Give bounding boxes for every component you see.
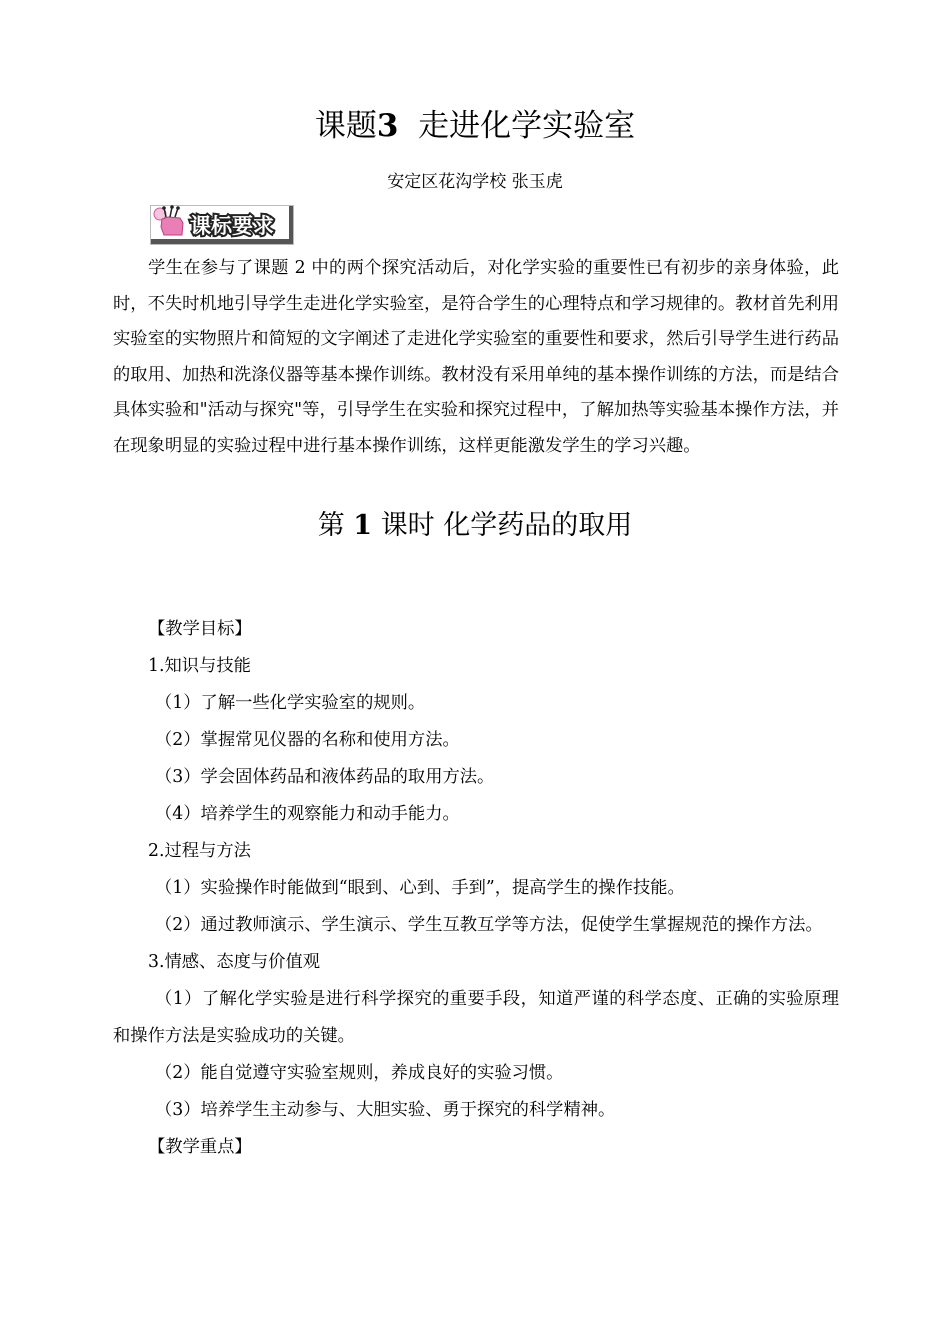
list-item: （1）实验操作时能做到“眼到、心到、手到”，提高学生的操作技能。 — [155, 878, 685, 898]
lesson-suffix: 课时 化学药品的取用 — [380, 510, 633, 541]
lesson-prefix: 第 — [317, 510, 345, 541]
badge-label: 课标要求 — [190, 214, 274, 238]
list-item: （2）掌握常见仪器的名称和使用方法。 — [155, 730, 460, 750]
list-item: （3）学会固体药品和液体药品的取用方法。 — [155, 767, 495, 787]
list-item: （2）能自觉遵守实验室规则，养成良好的实验习惯。 — [155, 1063, 564, 1083]
title-prefix: 课题 — [314, 108, 377, 144]
list-item: （1）了解一些化学实验室的规则。 — [155, 693, 426, 713]
title-number: 3 — [376, 108, 399, 144]
list-item: （3）培养学生主动参与、大胆实验、勇于探究的科学精神。 — [155, 1100, 616, 1120]
emotion-title: 3.情感、态度与价值观 — [148, 952, 321, 972]
list-item: （1）了解化学实验是进行科学探究的重要手段，知道严谨的科学态度、正确的实验原理和操作方法是实验成功的关键。 — [113, 989, 839, 1046]
knowledge-title: 1.知识与技能 — [148, 656, 251, 676]
list-item: （2）通过教师演示、学生演示、学生互教互学等方法，促使学生掌握规范的操作方法。 — [155, 915, 823, 935]
intro-section — [113, 251, 839, 464]
author-line: 安定区花沟学校 张玉虎 — [387, 172, 563, 192]
key-points-heading: 【教学重点】 — [148, 1137, 252, 1157]
title-text: 走进化学实验室 — [418, 108, 636, 144]
lesson-number: 1 — [353, 510, 373, 541]
intro-paragraph: 学生在参与了课题 2 中的两个探究活动后，对化学实验的重要性已有初步的亲身体验，此时，不失时机地引导学生走进化学实验室，是符合学生的心理特点和学习规律的。教材首先利用实验室的实物照片和简短的文字阐述了走进化学实验室的重要性和要求，然后引导学生进行药品的取用、加热和洗涤仪器等基本操作训练。教材没有采用单纯的基本操作训练的方法，而是结合具体实验和"活动与探究"等，引导学生在实验和探究过程中，了解加热等实验基本操作方法，并在现象明显的实验过程中进行基本操作训练，这样更能激发学生的学习兴趣。 — [113, 258, 839, 456]
lesson-title — [0, 507, 950, 545]
objectives-section — [113, 611, 839, 1166]
objectives-heading: 【教学目标】 — [148, 619, 252, 639]
page-title — [0, 106, 950, 146]
process-title: 2.过程与方法 — [148, 841, 251, 861]
curriculum-badge — [150, 205, 294, 245]
list-item: （4）培养学生的观察能力和动手能力。 — [155, 804, 460, 824]
